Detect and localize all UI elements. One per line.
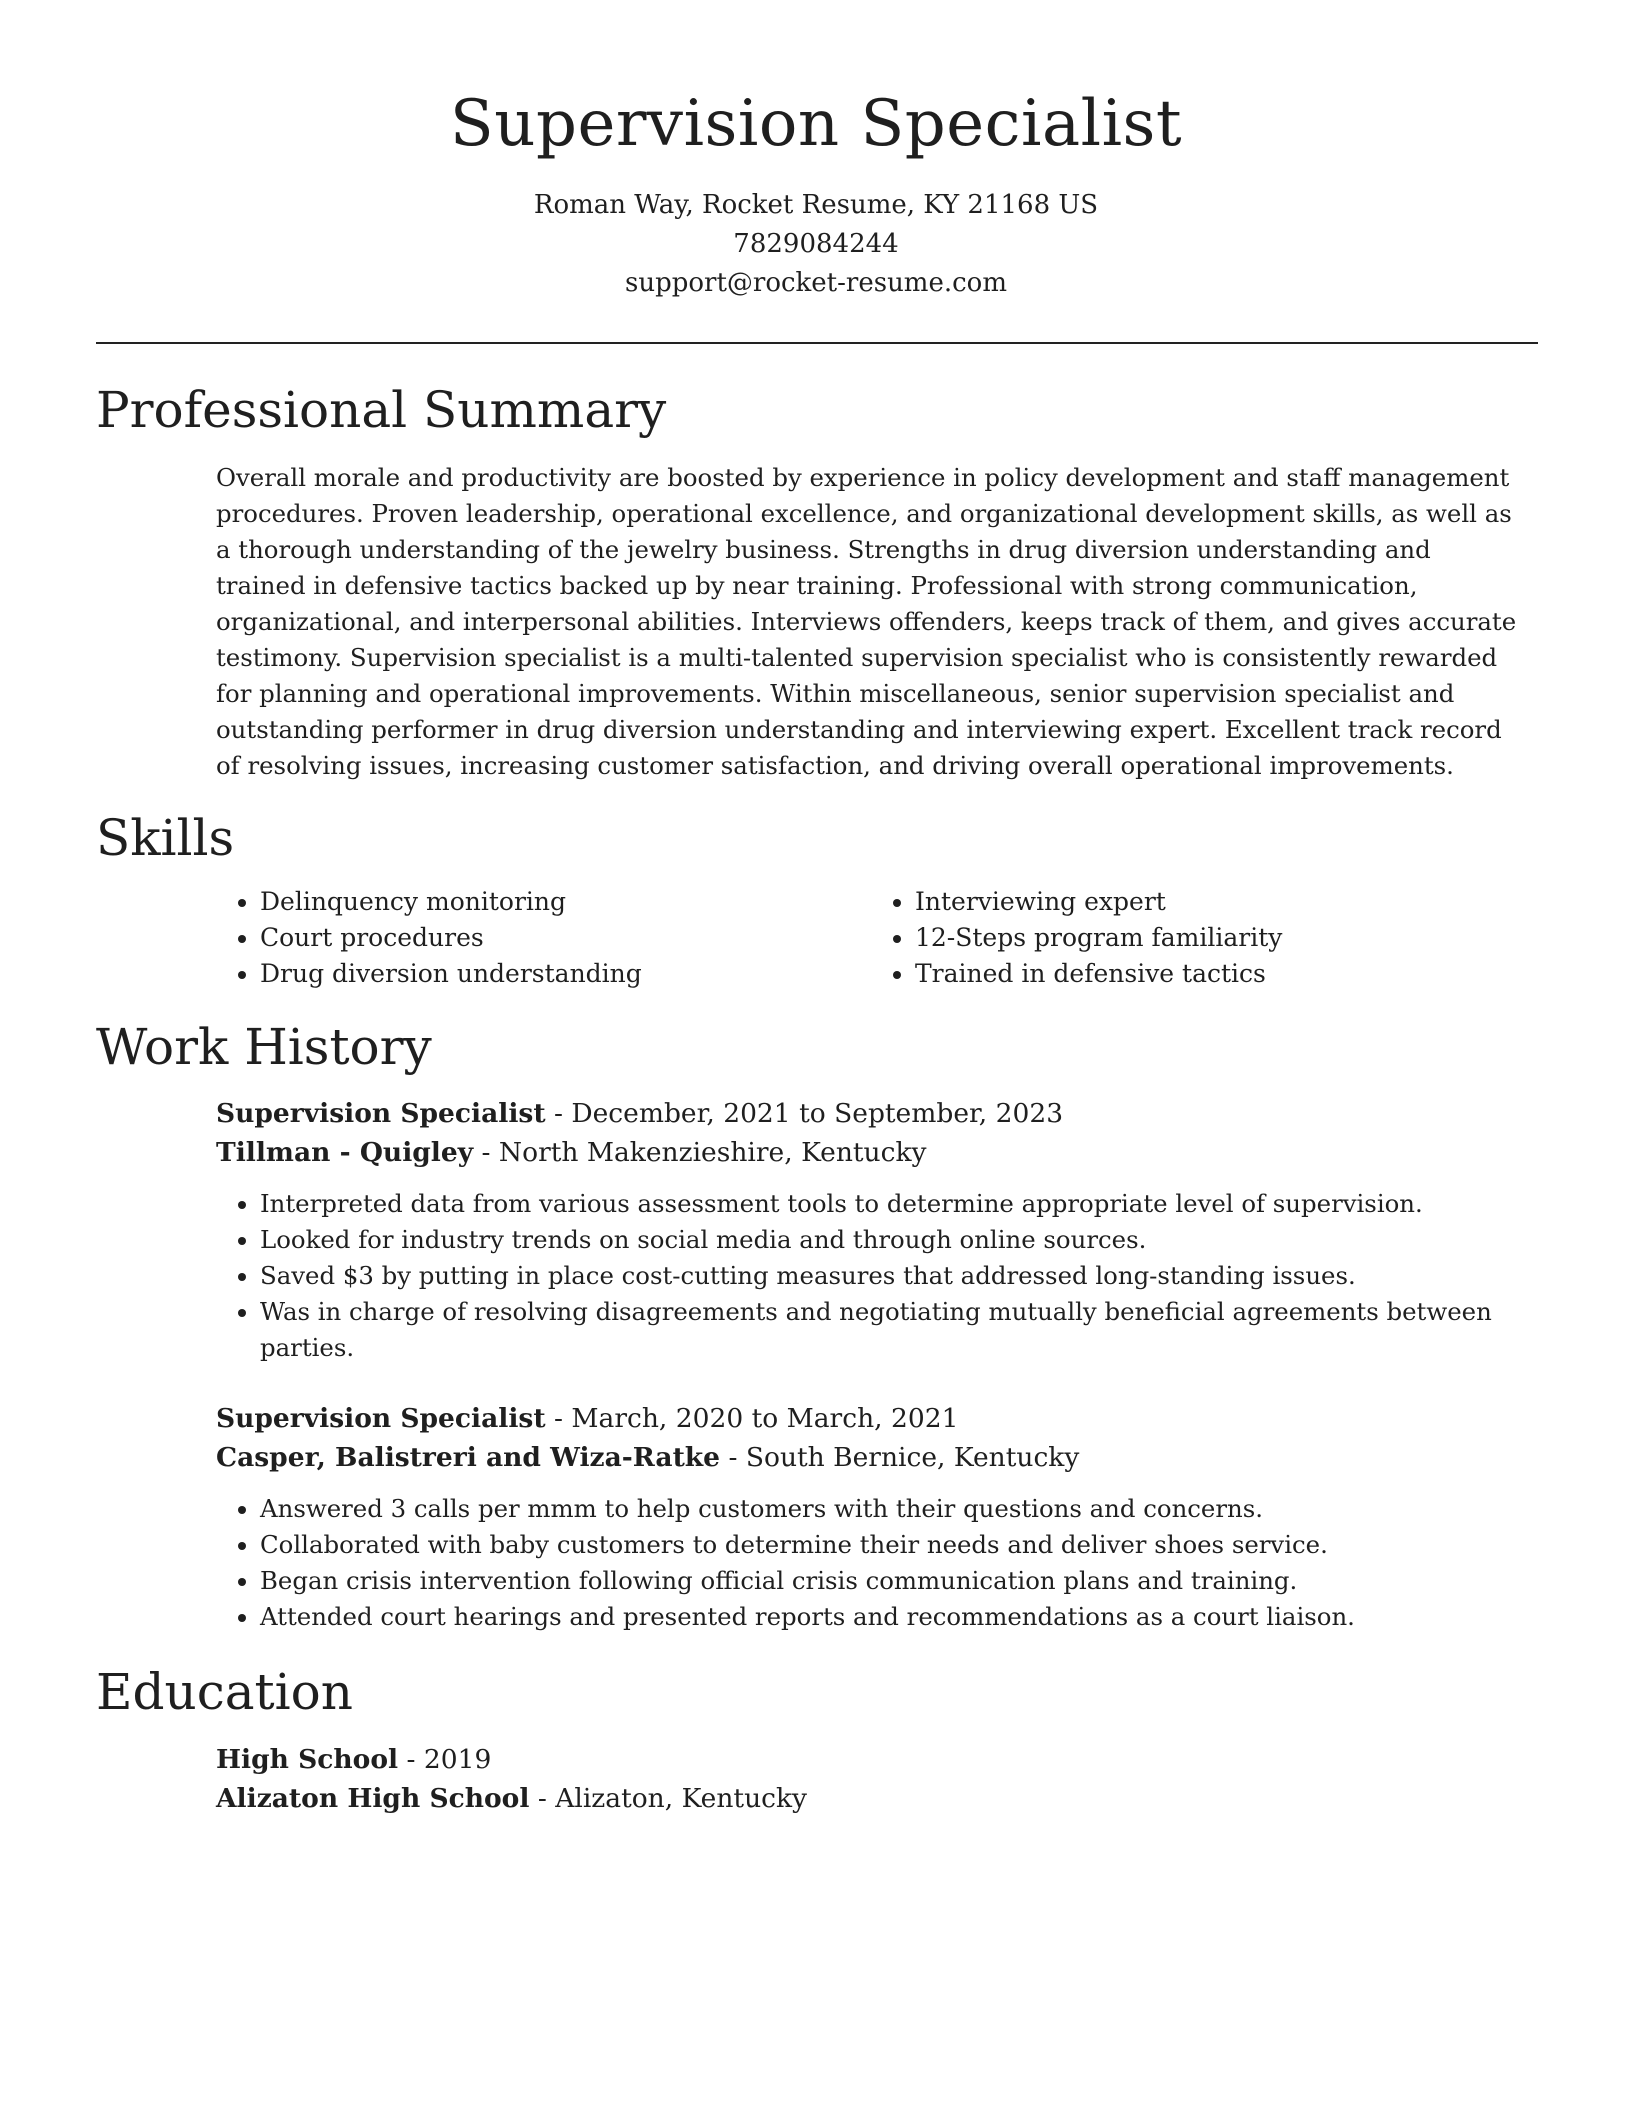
education-entry (216, 1740, 1516, 1818)
skill-item: • Drug diversion understanding (260, 956, 871, 992)
resume-header (0, 0, 1632, 303)
skills-list (216, 884, 1526, 992)
candidate-name: Supervision Specialist (449, 87, 1183, 161)
education-school: Alizaton High School (216, 1783, 530, 1814)
skill-item: • Court procedures (260, 920, 871, 956)
job-bullets (216, 1491, 1536, 1635)
section-title-work-history: Work History (96, 1018, 432, 1076)
section-title-education: Education (96, 1663, 353, 1721)
job-role: Supervision Specialist (216, 1403, 546, 1434)
job-bullet: • Saved $3 by putting in place cost-cutting measures that addressed long-standing issues. (260, 1258, 1536, 1294)
contact-info (0, 186, 1632, 303)
job-dates: - December, 2021 to September, 2023 (545, 1098, 1064, 1129)
skill-item: • Interviewing expert (915, 884, 1526, 920)
job-bullet: • Began crisis intervention following official crisis communication plans and training. (260, 1563, 1536, 1599)
job-bullet: • Answered 3 calls per mmm to help customers with their questions and concerns. (260, 1491, 1536, 1527)
address: Roman Way, Rocket Resume, KY 21168 US (533, 190, 1099, 220)
job-bullet: • Was in charge of resolving disagreements and negotiating mutually beneficial agreements between parties. (260, 1294, 1536, 1366)
job-company: Casper, Balistreri and Wiza-Ratke (216, 1442, 721, 1473)
email-address: support@rocket-resume.com (624, 268, 1007, 298)
job-title-line (216, 1399, 1536, 1438)
skill-item: • 12-Steps program familiarity (915, 920, 1526, 956)
phone-number: 7829084244 (733, 229, 899, 259)
section-title-summary: Professional Summary (96, 381, 667, 439)
skill-item: • Delinquency monitoring (260, 884, 871, 920)
job-entry (216, 1399, 1536, 1635)
job-dates: - March, 2020 to March, 2021 (545, 1403, 959, 1434)
job-location: - South Bernice, Kentucky (720, 1442, 1080, 1473)
job-role: Supervision Specialist (216, 1098, 546, 1129)
education-location: - Alizaton, Kentucky (529, 1783, 808, 1814)
education-school-line (216, 1779, 1516, 1818)
job-company-line (216, 1438, 1536, 1477)
header-divider (96, 342, 1538, 344)
education-degree-line (216, 1740, 1516, 1779)
job-title-line (216, 1094, 1536, 1133)
job-company: Tillman - Quigley (216, 1137, 474, 1168)
job-bullet: • Collaborated with baby customers to determine their needs and deliver shoes service. (260, 1527, 1536, 1563)
skills-column-left (216, 884, 871, 992)
job-bullets (216, 1186, 1536, 1366)
education-year: - 2019 (398, 1744, 492, 1775)
job-location: - North Makenzieshire, Kentucky (473, 1137, 927, 1168)
job-bullet: • Looked for industry trends on social media and through online sources. (260, 1222, 1536, 1258)
job-bullet: • Attended court hearings and presented reports and recommendations as a court liaison. (260, 1599, 1536, 1635)
job-bullet: • Interpreted data from various assessment tools to determine appropriate level of supervision. (260, 1186, 1536, 1222)
section-title-skills: Skills (96, 809, 235, 867)
skill-item: • Trained in defensive tactics (915, 956, 1526, 992)
education-degree: High School (216, 1744, 399, 1775)
job-company-line (216, 1133, 1536, 1172)
job-entry (216, 1094, 1536, 1366)
summary-text: Overall morale and productivity are boosted by experience in policy development and staff management procedures. Proven leadership, operational excellence, and organizational development skills, as well as a thorough understanding of the jewelry business. Strengths in drug diversion understanding and trained in defensive tactics backed up by near training. Professional with strong communication, organizational, and interpersonal abilities. Interviews offenders, keeps track of them, and gives accurate testimony. Supervision specialist is a multi-talented supervision specialist who is consistently rewarded for planning and operational improvements. Within miscellaneous, senior supervision specialist and outstanding performer in drug diversion understanding and interviewing expert. Excellent track record of resolving issues, increasing customer satisfaction, and driving overall operational improvements. (216, 463, 1517, 780)
skills-column-right (871, 884, 1526, 992)
